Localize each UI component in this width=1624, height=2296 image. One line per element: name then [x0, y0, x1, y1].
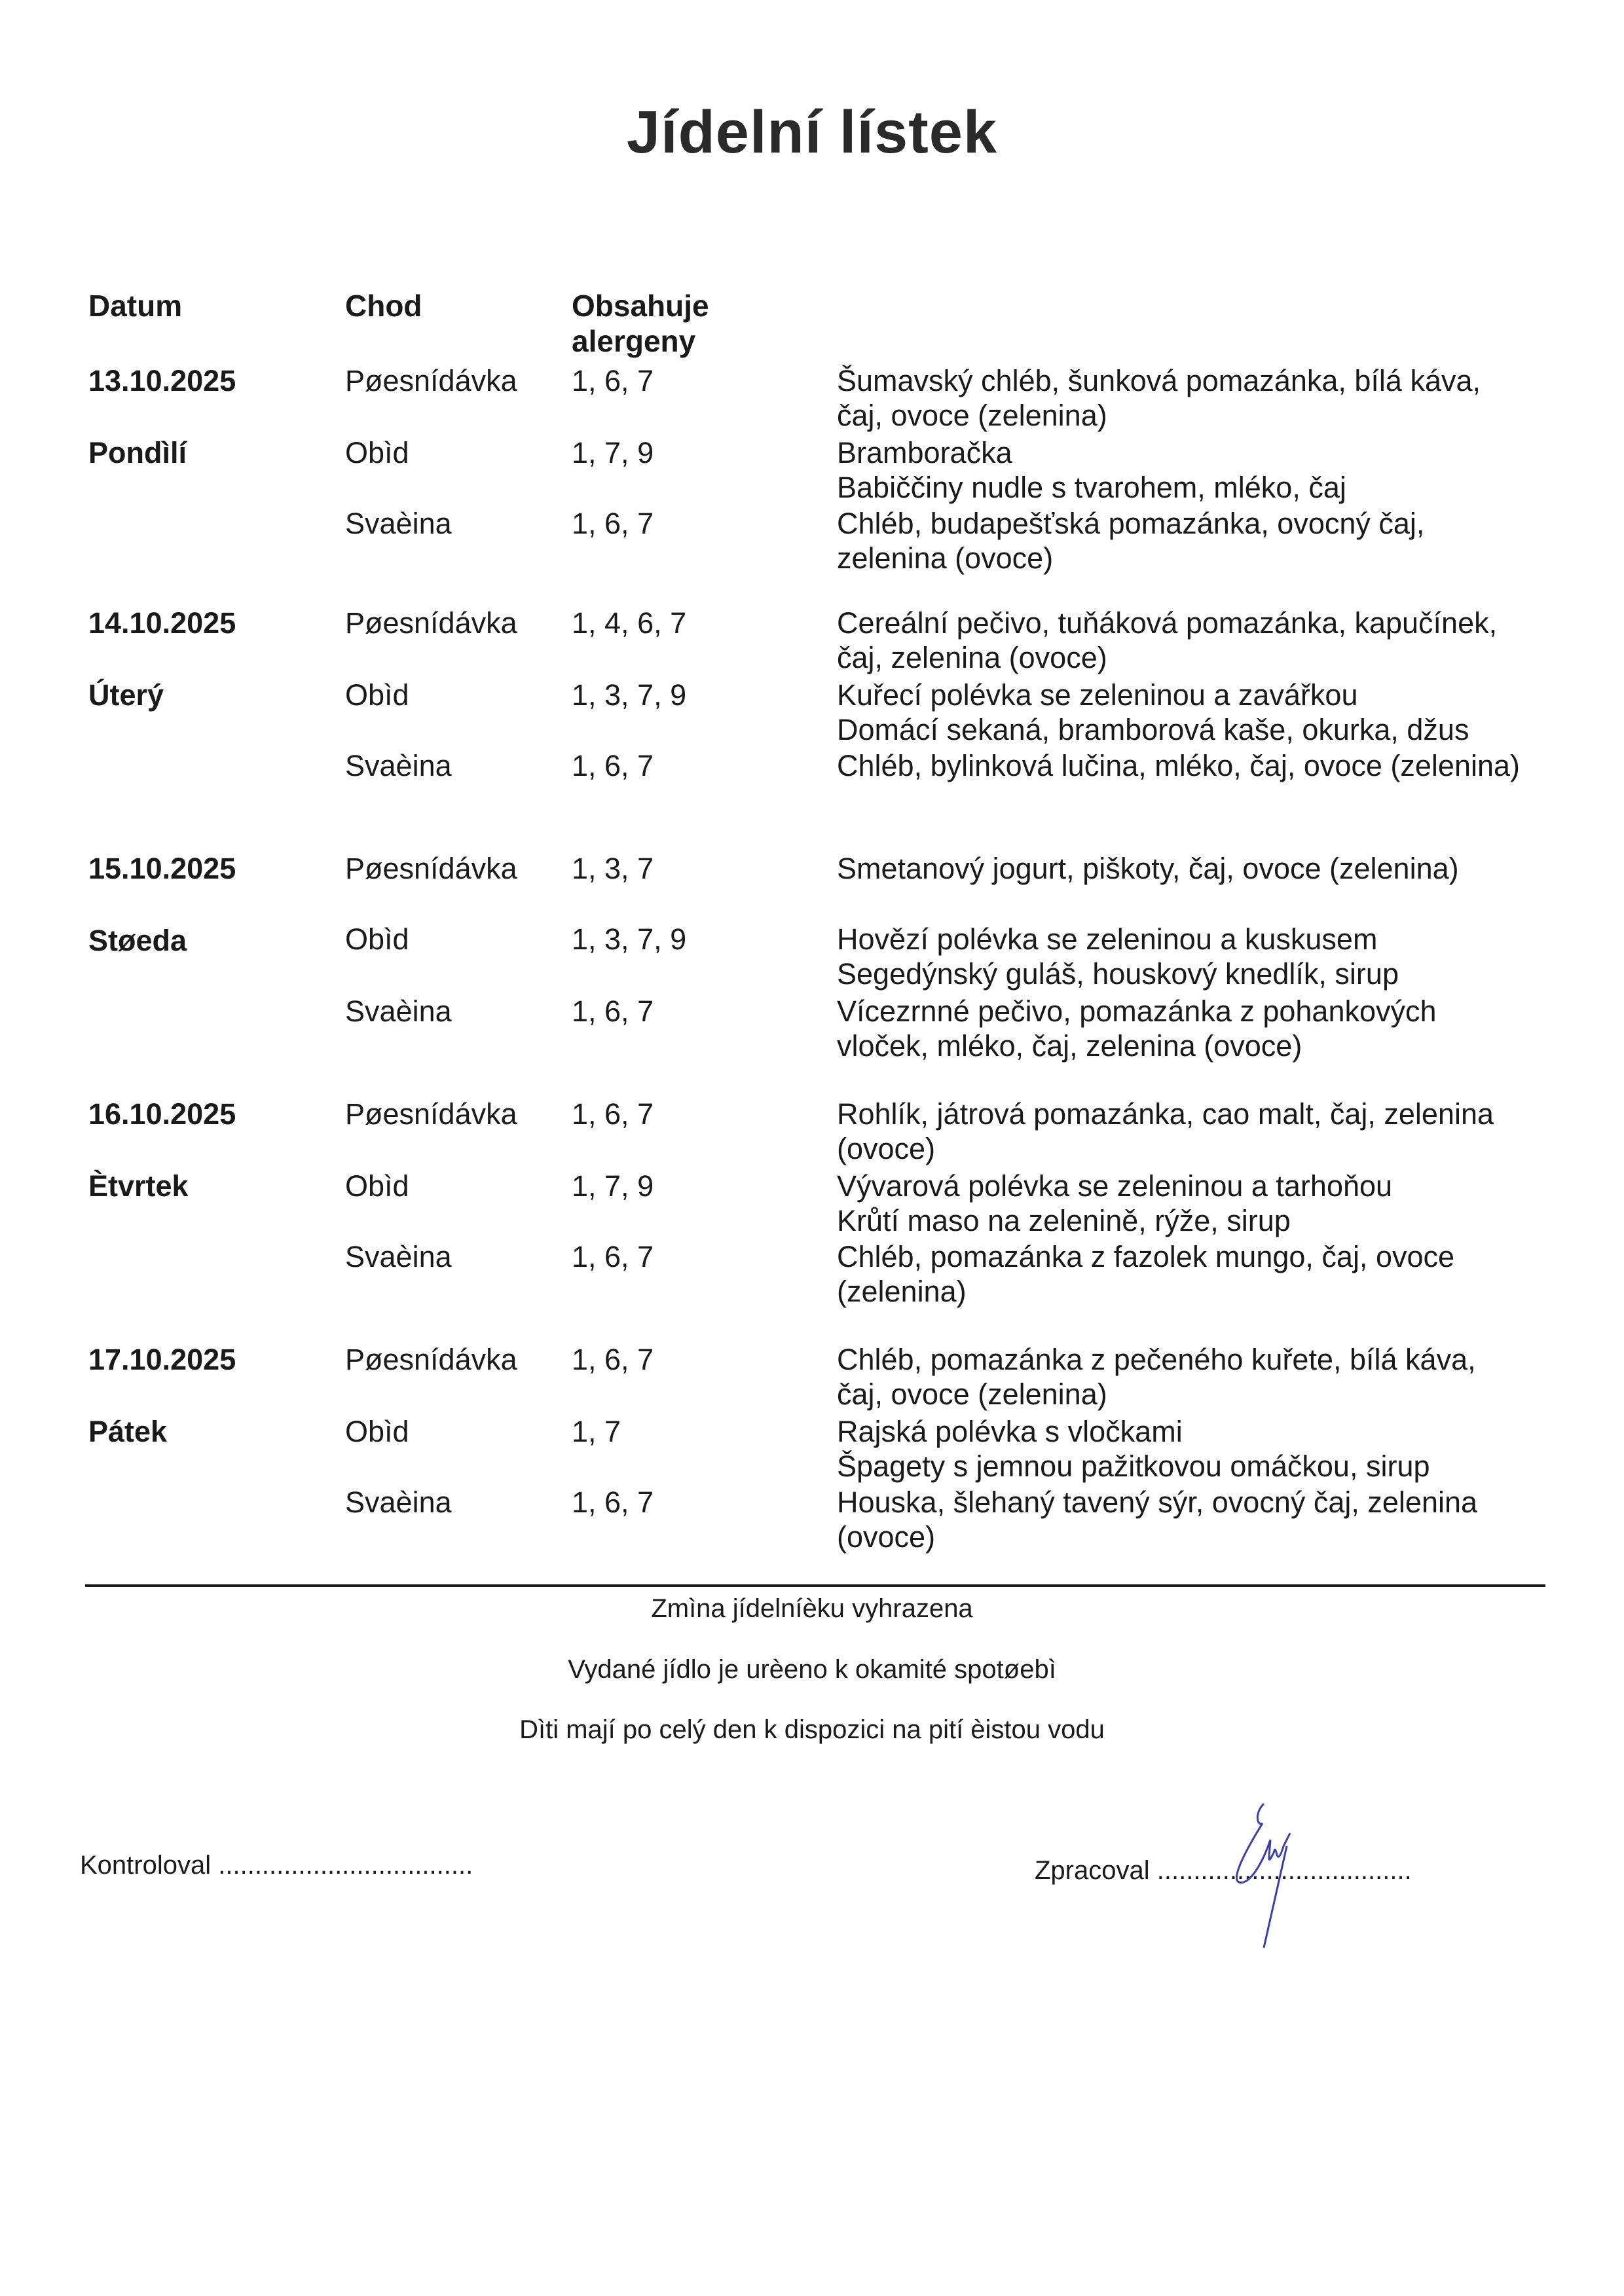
- meal-description-line: čaj, ovoce (zelenina): [837, 1377, 1107, 1411]
- meal-description-line: Babiččiny nudle s tvarohem, mléko, čaj: [837, 471, 1346, 504]
- meal-course: Pøesnídávka: [345, 364, 517, 397]
- meal-description-line: Chléb, pomazánka z fazolek mungo, čaj, ovoce: [837, 1240, 1455, 1273]
- meal-course: Svaèina: [345, 994, 452, 1028]
- prepared-by-dots: ...................................: [1156, 1856, 1412, 1885]
- meal-description-line: (ovoce): [837, 1132, 936, 1165]
- checked-by-dots: ...................................: [218, 1851, 473, 1880]
- header-course: Chod: [345, 289, 422, 323]
- meal-allergens: 1, 3, 7, 9: [572, 678, 687, 712]
- meal-allergens: 1, 6, 7: [572, 507, 654, 540]
- meal-description-line: Bramboračka: [837, 436, 1012, 469]
- meal-allergens: 1, 4, 6, 7: [572, 606, 687, 640]
- meal-description-line: Rajská polévka s vločkami: [837, 1415, 1183, 1448]
- meal-description-line: Špagety s jemnou pažitkovou omáčkou, sirup: [837, 1449, 1430, 1483]
- meal-description-line: Chléb, pomazánka z pečeného kuřete, bílá káva,: [837, 1343, 1476, 1376]
- meal-description-line: Chléb, budapešťská pomazánka, ovocný čaj,: [837, 507, 1425, 540]
- meal-allergens: 1, 6, 7: [572, 1097, 654, 1131]
- meal-course: Svaèina: [345, 749, 452, 782]
- meal-course: Obìd: [345, 1169, 409, 1203]
- meal-course: Svaèina: [345, 1485, 452, 1519]
- note-change-reserved: Zmìna jídelníèku vyhrazena: [651, 1594, 973, 1623]
- meal-course: Obìd: [345, 678, 409, 712]
- meal-allergens: 1, 6, 7: [572, 1240, 654, 1273]
- meal-description-line: Domácí sekaná, bramborová kaše, okurka, džus: [837, 713, 1469, 746]
- header-allergens-line1: Obsahuje: [572, 289, 709, 323]
- meal-course: Svaèina: [345, 1240, 452, 1273]
- checked-by: [80, 1851, 473, 1880]
- day-name: Pátek: [88, 1415, 168, 1448]
- page-title: Jídelní lístek: [626, 99, 998, 166]
- meal-course: Svaèina: [345, 507, 452, 540]
- meal-description-line: čaj, zelenina (ovoce): [837, 641, 1107, 674]
- meal-allergens: 1, 7: [572, 1415, 621, 1448]
- checked-by-label: Kontroloval: [80, 1851, 212, 1880]
- header-allergens-line2: alergeny: [572, 324, 696, 358]
- meal-course: Pøesnídávka: [345, 606, 517, 640]
- meal-course: Obìd: [345, 436, 409, 469]
- divider: [85, 1584, 1545, 1587]
- meal-allergens: 1, 7, 9: [572, 436, 654, 469]
- meal-course: Pøesnídávka: [345, 1343, 517, 1376]
- meal-description-line: Cereální pečivo, tuňáková pomazánka, kapučínek,: [837, 606, 1498, 640]
- meal-description-line: zelenina (ovoce): [837, 541, 1054, 575]
- day-name: Pondìlí: [88, 436, 187, 469]
- day-name: Úterý: [88, 678, 164, 712]
- day-date: 13.10.2025: [88, 364, 236, 397]
- meal-description-line: Šumavský chléb, šunková pomazánka, bílá káva,: [837, 364, 1481, 397]
- meal-allergens: 1, 7, 9: [572, 1169, 654, 1203]
- meal-description-line: (ovoce): [837, 1520, 936, 1554]
- meal-description-line: Vývarová polévka se zeleninou a tarhoňou: [837, 1169, 1393, 1203]
- meal-description-line: (zelenina): [837, 1275, 967, 1308]
- day-name: Ètvrtek: [88, 1169, 189, 1203]
- note-drinking-water: Dìti mají po celý den k dispozici na pití èistou vodu: [519, 1715, 1105, 1744]
- day-name: Støeda: [88, 924, 187, 957]
- meal-description-line: Kuřecí polévka se zeleninou a zavářkou: [837, 678, 1358, 712]
- meal-description-line: Chléb, bylinková lučina, mléko, čaj, ovoce (zelenina): [837, 749, 1521, 782]
- meal-description-line: Houska, šlehaný tavený sýr, ovocný čaj, zelenina: [837, 1485, 1478, 1519]
- meal-description-line: Rohlík, játrová pomazánka, cao malt, čaj, zelenina: [837, 1097, 1494, 1131]
- day-date: 14.10.2025: [88, 606, 236, 640]
- meal-description-line: čaj, ovoce (zelenina): [837, 399, 1107, 432]
- meal-allergens: 1, 6, 7: [572, 749, 654, 782]
- meal-allergens: 1, 3, 7: [572, 852, 654, 885]
- meal-allergens: 1, 6, 7: [572, 364, 654, 397]
- signature-scribble: [1192, 1800, 1336, 1951]
- day-date: 15.10.2025: [88, 852, 236, 885]
- prepared-by-label: Zpracoval: [1035, 1856, 1150, 1885]
- meal-course: Pøesnídávka: [345, 852, 517, 885]
- day-date: 16.10.2025: [88, 1097, 236, 1131]
- meal-description-line: Krůtí maso na zelenině, rýže, sirup: [837, 1204, 1291, 1237]
- meal-course: Obìd: [345, 922, 409, 956]
- meal-description-line: Segedýnský guláš, houskový knedlík, sirup: [837, 957, 1399, 991]
- meal-allergens: 1, 6, 7: [572, 1343, 654, 1376]
- meal-course: Obìd: [345, 1415, 409, 1448]
- note-immediate-consumption: Vydané jídlo je urèeno k okamité spotøebì: [568, 1655, 1056, 1684]
- meal-course: Pøesnídávka: [345, 1097, 517, 1131]
- meal-allergens: 1, 6, 7: [572, 1485, 654, 1519]
- meal-allergens: 1, 6, 7: [572, 994, 654, 1028]
- day-date: 17.10.2025: [88, 1343, 236, 1376]
- header-date: Datum: [88, 289, 183, 323]
- meal-description-line: Hovězí polévka se zeleninou a kuskusem: [837, 922, 1378, 956]
- meal-allergens: 1, 3, 7, 9: [572, 922, 687, 956]
- meal-description-line: Smetanový jogurt, piškoty, čaj, ovoce (zelenina): [837, 852, 1459, 885]
- meal-description-line: vloček, mléko, čaj, zelenina (ovoce): [837, 1029, 1302, 1063]
- meal-description-line: Vícezrnné pečivo, pomazánka z pohankových: [837, 994, 1437, 1028]
- header-allergens: [572, 288, 709, 359]
